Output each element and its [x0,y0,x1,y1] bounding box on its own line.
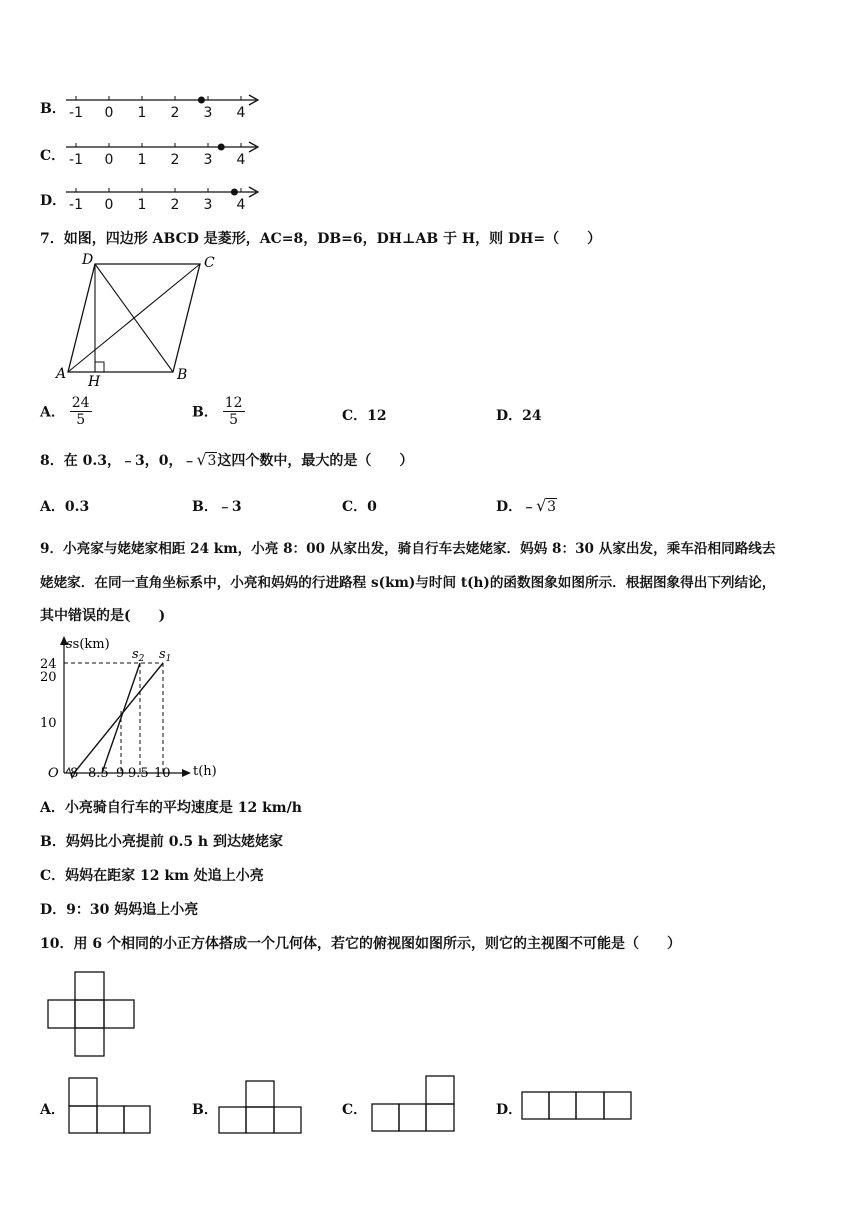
ytick-24: 24 [40,657,57,672]
q8-option-d[interactable] [496,496,557,516]
radicand: 3 [207,453,217,469]
tick-label: 0 [104,197,114,212]
q9-stem-line3: 其中错误的是( ) [40,608,166,624]
tick-label: 0 [104,152,114,167]
cell [75,1028,104,1056]
cell [399,1104,426,1131]
q9-distance-time-graph [36,635,226,783]
tick-label: 3 [203,105,213,120]
q10-option-c-label[interactable]: C． [342,1102,368,1118]
q9-option-b[interactable]: B．妈妈比小亮提前 0.5 h 到达姥姥家 [40,834,283,850]
tick-label: -1 [69,197,83,212]
right-angle-mark [95,362,104,372]
q7-stem: 7．如图，四边形 ABCD 是菱形，AC=8，DB=6，DH⊥AB 于 H，则 DH=（ ） [40,231,602,247]
solid-point [198,97,205,104]
y-axis-label: ss(km) [66,637,110,652]
q10-option-a-view[interactable] [66,1075,154,1137]
q8-option-d-prefix: D．﹣ [496,499,537,515]
q8-option-b[interactable]: B．﹣3 [192,499,242,515]
cell [246,1107,274,1133]
cell [576,1092,604,1119]
cell [426,1104,454,1131]
solid-point [231,189,238,196]
diagonal-db [95,264,173,372]
cell [604,1092,631,1119]
q8-stem-suffix: 这四个数中，最大的是（ ） [217,453,414,469]
xtick-9-5: 9.5 [128,766,149,781]
q10-option-b-view[interactable] [216,1078,304,1136]
origin-label: O [48,766,59,781]
q6-option-c-label: C． [40,148,66,164]
q10-option-a-label[interactable]: A． [40,1102,65,1118]
x-axis-label: t(h) [193,764,217,779]
q6-option-b-numberline [60,88,265,120]
cell [48,1000,75,1028]
q10-stem: 10．用 6 个相同的小正方体搭成一个几何体，若它的俯视图如图所示，则它的主视图不可能是（ ） [40,936,681,952]
tick-label: 4 [236,105,246,120]
numberline-c [66,142,258,167]
label-b: B [177,367,188,383]
tick-label: -1 [69,152,83,167]
tick-label: 1 [137,105,147,120]
tick-label: 2 [170,197,180,212]
s2-subscript: 2 [138,654,145,664]
q7-option-b[interactable] [192,395,245,428]
tick-label: 2 [170,105,180,120]
cell [75,1000,104,1028]
ytick-10: 10 [40,716,57,731]
y-axis-label-text: s(km) [72,637,110,652]
ytick-20: 20 [40,670,57,685]
xtick-8: 8 [70,766,79,781]
cell [69,1106,97,1133]
s2-label [132,647,145,664]
xtick-9: 9 [116,766,125,781]
cell [426,1076,454,1104]
sqrt-symbol: √ 3 [196,450,217,469]
q10-top-view-figure [44,967,144,1061]
q7-option-c[interactable]: C．12 [342,408,387,424]
label-d: D [82,252,94,268]
cell [372,1104,399,1131]
cell [104,1000,134,1028]
q7-option-b-fraction [223,395,245,428]
tick-label: 1 [137,197,147,212]
line-s1 [74,663,163,773]
cell [549,1092,576,1119]
label-a: A [56,366,67,382]
q10-option-b-label[interactable]: B． [192,1102,218,1118]
label-c: C [204,255,215,271]
q7-rhombus-figure [50,250,230,390]
denominator: 5 [229,412,239,428]
q9-option-d[interactable]: D．9：30 妈妈追上小亮 [40,902,199,918]
q7-option-a[interactable] [40,395,92,428]
s1-label [159,647,171,664]
q7-option-a-fraction [70,395,92,428]
cell [246,1081,274,1107]
tick-label: 3 [203,197,213,212]
sqrt-symbol: √ 3 [536,496,557,515]
tick-label: 4 [236,152,246,167]
tick-label: 1 [137,152,147,167]
tick-label: -1 [69,105,83,120]
s1-letter: s [159,647,166,662]
q8-option-a[interactable]: A．0.3 [40,499,90,515]
cell [69,1078,97,1106]
denominator: 5 [76,412,86,428]
x-axis-arrow [182,769,191,777]
q8-option-c[interactable]: C．0 [342,499,377,515]
q7-option-d[interactable]: D．24 [496,408,542,424]
q10-option-c-view[interactable] [368,1073,460,1137]
q9-option-c[interactable]: C．妈妈在距家 12 km 处追上小亮 [40,868,264,884]
numberline-d [66,187,258,212]
cell [124,1106,150,1133]
tick-label: 2 [170,152,180,167]
q9-stem-line2: 姥姥家．在同一直角坐标系中，小亮和妈妈的行进路程 s(km)与时间 t(h)的函数图象如图所示．根据图象得出下列结论， [40,575,776,591]
q6-option-d-label: D． [40,193,67,209]
q7-option-a-label: A． [40,404,65,421]
numerator: 12 [224,395,243,411]
q8-stem-prefix: 8．在 0.3，﹣3，0，﹣ [40,453,197,469]
q6-option-c-numberline [60,135,265,167]
q6-option-d-numberline [60,180,265,212]
xtick-8-5: 8.5 [88,766,109,781]
q6-option-b-label: B． [40,101,66,117]
numberline-b [66,95,258,120]
q9-stem-line1: 9．小亮家与姥姥家相距 24 km，小亮 8：00 从家出发，骑自行车去姥姥家．妈妈 8：30 从家出发，乘车沿相同路线去 [40,541,776,557]
s2-letter: s [132,647,139,662]
cell [97,1106,124,1133]
tick-label: 4 [236,197,246,212]
s1-subscript: 1 [165,654,172,664]
tick-label: 3 [203,152,213,167]
cell [75,972,104,1000]
solid-point [218,144,225,151]
q9-option-a[interactable]: A．小亮骑自行车的平均速度是 12 km/h [40,800,302,816]
cell [219,1107,246,1133]
q7-option-b-label: B． [192,404,218,421]
cell [522,1092,549,1119]
tick-label: 0 [104,105,114,120]
q10-option-d-label[interactable]: D． [496,1102,523,1118]
q10-option-d-view[interactable] [519,1089,635,1123]
numerator: 24 [71,395,90,411]
cell [274,1107,301,1133]
xtick-10: 10 [154,766,171,781]
label-h: H [88,374,101,390]
q8-stem [40,450,413,470]
radicand: 3 [547,499,557,515]
